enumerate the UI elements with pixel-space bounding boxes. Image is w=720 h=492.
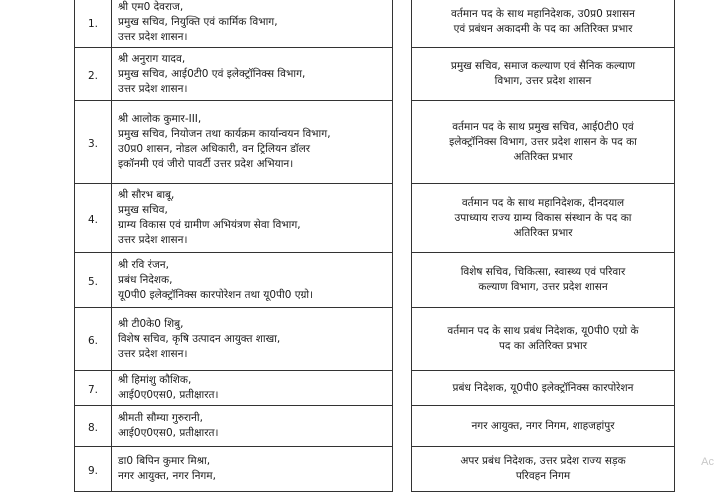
new-posting-line: वर्तमान पद के साथ प्रमुख सचिव, आई0टी0 एवं (452, 120, 634, 133)
serial-number: 7. (75, 371, 112, 406)
activation-watermark: Ac (701, 456, 714, 468)
new-posting-line: वर्तमान पद के साथ महानिदेशक, उ0प्र0 प्रशासन (451, 8, 635, 20)
serial-number: 5. (75, 253, 112, 308)
new-posting-line: अतिरिक्त प्रभार (513, 226, 573, 239)
new-posting-line: उपाध्याय राज्य ग्राम्य विकास संस्थान के पद का (454, 211, 632, 224)
current-posting-line: प्रमुख सचिव, नियोजन तथा कार्यक्रम कार्यान्वयन विभाग, (118, 128, 331, 140)
new-posting-cell (412, 184, 675, 253)
new-posting-line: इलेक्ट्रॉनिक्स विभाग, उत्तर प्रदेश शासन के पद का (449, 135, 637, 148)
current-posting-cell (112, 48, 393, 101)
new-posting-line: नगर आयुक्त, नगर निगम, शाहजहांपुर (471, 419, 615, 432)
current-posting-line: उत्तर प्रदेश शासन। (118, 30, 188, 43)
column-gap (393, 308, 412, 371)
table-row (75, 308, 675, 371)
serial-number: 9. (75, 447, 112, 492)
current-posting-line: उत्तर प्रदेश शासन। (118, 234, 188, 246)
current-posting-cell (112, 101, 393, 184)
current-posting-line: नगर आयुक्त, नगर निगम, (118, 470, 216, 482)
new-posting-line: प्रबंध निदेशक, यू0पी0 इलेक्ट्रॉनिक्स कारपोरेशन (452, 381, 634, 394)
table-row (75, 253, 675, 308)
current-posting-cell (112, 447, 393, 492)
current-posting-line: यू0पी0 इलेक्ट्रॉनिक्स कारपोरेशन तथा यू0पी0 एग्रो। (118, 288, 314, 301)
column-gap (393, 184, 412, 253)
transfer-table (74, 0, 675, 492)
serial-number: 6. (75, 308, 112, 371)
table-row (75, 101, 675, 184)
new-posting-cell (412, 0, 675, 48)
column-gap (393, 447, 412, 492)
current-posting-line: उत्तर प्रदेश शासन। (118, 347, 188, 360)
table-row (75, 0, 675, 48)
new-posting-line: विशेष सचिव, चिकित्सा, स्वास्थ्य एवं परिवार (460, 266, 626, 278)
serial-number: 1. (75, 0, 112, 48)
new-posting-cell (412, 406, 675, 447)
current-posting-line: उत्तर प्रदेश शासन। (118, 82, 188, 95)
new-posting-line: वर्तमान पद के साथ महानिदेशक, दीनदयाल (461, 196, 625, 209)
current-posting-line: ग्राम्य विकास एवं ग्रामीण अभियंत्रण सेवा विभाग, (118, 219, 301, 231)
current-posting-line: प्रमुख सचिव, (118, 204, 168, 216)
current-posting-line: श्री आलोक कुमार-III, (118, 113, 202, 125)
new-posting-line: परिवहन निगम (515, 470, 571, 482)
transfer-table-body (75, 0, 675, 492)
table-row (75, 184, 675, 253)
serial-number: 4. (75, 184, 112, 253)
serial-number: 2. (75, 48, 112, 101)
table-row (75, 406, 675, 447)
current-posting-cell (112, 0, 393, 48)
new-posting-line: विभाग, उत्तर प्रदेश शासन (494, 75, 592, 87)
current-posting-line: श्री सौरभ बाबू, (118, 189, 175, 201)
current-posting-cell (112, 253, 393, 308)
current-posting-cell (112, 371, 393, 406)
current-posting-line: विशेष सचिव, कृषि उत्पादन आयुक्त शाखा, (118, 332, 281, 345)
current-posting-line: श्री टी0के0 शिबु, (118, 317, 184, 330)
column-gap (393, 253, 412, 308)
new-posting-cell (412, 101, 675, 184)
serial-number: 3. (75, 101, 112, 184)
new-posting-cell (412, 48, 675, 101)
new-posting-cell (412, 447, 675, 492)
current-posting-line: प्रबंध निदेशक, (118, 273, 173, 286)
new-posting-line: पद का अतिरिक्त प्रभार (498, 340, 588, 352)
new-posting-line: एवं प्रबंधन अकादमी के पद का अतिरिक्त प्रभार (453, 23, 633, 35)
current-posting-cell (112, 184, 393, 253)
new-posting-line: अतिरिक्त प्रभार (513, 150, 573, 163)
current-posting-line: प्रमुख सचिव, आई0टी0 एवं इलेक्ट्रॉनिक्स विभाग, (118, 67, 306, 80)
table-row (75, 371, 675, 406)
new-posting-line: वर्तमान पद के साथ प्रबंध निदेशक, यू0पी0 एग्रो के (447, 325, 639, 337)
column-gap (393, 101, 412, 184)
new-posting-cell (412, 308, 675, 371)
current-posting-line: डा0 बिपिन कुमार मिश्रा, (118, 455, 211, 467)
serial-number: 8. (75, 406, 112, 447)
current-posting-line: उ0प्र0 शासन, नोडल अधिकारी, वन ट्रिलियन डॉलर (118, 143, 311, 155)
current-posting-line: प्रमुख सचिव, नियुक्ति एवं कार्मिक विभाग, (118, 15, 278, 28)
current-posting-line: आई0ए0एस0, प्रतीक्षारत। (118, 389, 219, 401)
current-posting-line: श्री रवि रंजन, (118, 258, 169, 271)
current-posting-line: श्री अनुराग यादव, (118, 52, 186, 65)
new-posting-line: कल्याण विभाग, उत्तर प्रदेश शासन (478, 281, 608, 293)
current-posting-line: श्रीमती सौम्या गुरुरानी, (118, 412, 203, 424)
new-posting-line: प्रमुख सचिव, समाज कल्याण एवं सैनिक कल्याण (450, 60, 636, 72)
current-posting-line: इकॉनमी एवं जीरो पावर्टी उत्तर प्रदेश अभियान। (118, 158, 294, 170)
column-gap (393, 406, 412, 447)
new-posting-line: अपर प्रबंध निदेशक, उत्तर प्रदेश राज्य सड़क (460, 455, 626, 467)
column-gap (393, 371, 412, 406)
table-row (75, 447, 675, 492)
current-posting-line: श्री हिमांशु कौशिक, (118, 374, 192, 386)
current-posting-line: श्री एम0 देवराज, (118, 0, 184, 13)
column-gap (393, 48, 412, 101)
table-row (75, 48, 675, 101)
new-posting-cell (412, 371, 675, 406)
current-posting-cell (112, 406, 393, 447)
current-posting-line: आई0ए0एस0, प्रतीक्षारत। (118, 427, 219, 439)
current-posting-cell (112, 308, 393, 371)
new-posting-cell (412, 253, 675, 308)
column-gap (393, 0, 412, 48)
